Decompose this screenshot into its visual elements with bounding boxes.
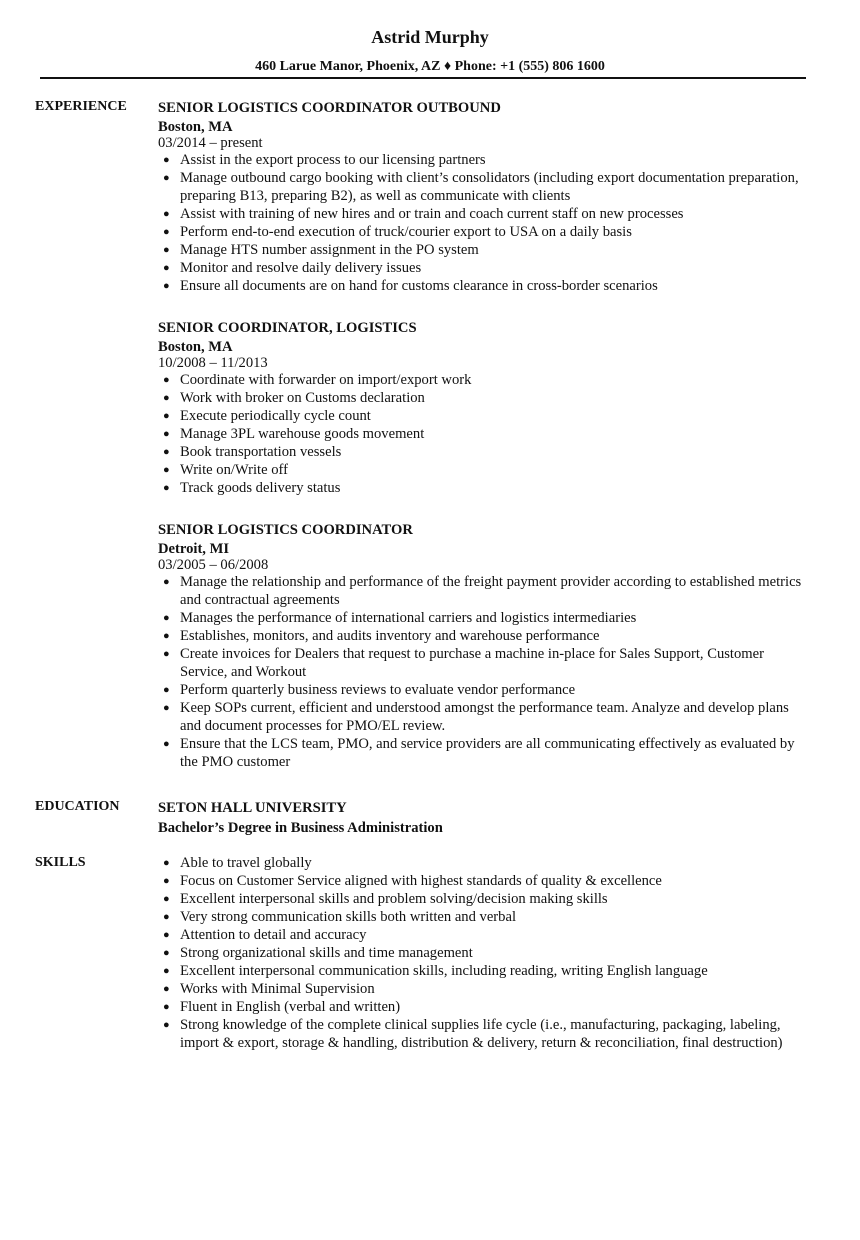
bullet-icon: ● <box>163 684 170 696</box>
bullet-icon: ● <box>163 280 170 292</box>
job-entry <box>158 319 808 497</box>
list-item <box>158 980 808 998</box>
list-item <box>158 277 808 295</box>
list-item <box>158 205 808 223</box>
bullet-icon: ● <box>163 410 170 422</box>
job-entry <box>158 99 808 295</box>
bullet-text: Manage 3PL warehouse goods movement <box>180 426 425 442</box>
job-bullets <box>158 151 808 295</box>
job-title: SENIOR LOGISTICS COORDINATOR <box>158 522 413 538</box>
list-item <box>158 609 808 627</box>
skill-text: Attention to detail and accuracy <box>180 927 367 943</box>
list-item <box>158 443 808 461</box>
education-heading: EDUCATION <box>35 799 120 814</box>
list-item <box>158 461 808 479</box>
bullet-text: Write on/Write off <box>180 462 288 478</box>
list-item <box>158 735 808 771</box>
skill-text: Excellent interpersonal communication skills, including reading, writing English language <box>180 963 708 979</box>
list-item <box>158 872 808 890</box>
list-item <box>158 223 808 241</box>
bullet-icon: ● <box>163 983 170 995</box>
bullet-text: Ensure that the LCS team, PMO, and service providers are all communicating effectively as evaluated by the PMO customer <box>180 736 795 770</box>
bullet-text: Track goods delivery status <box>180 480 341 496</box>
header-divider <box>40 77 806 79</box>
skill-text: Focus on Customer Service aligned with highest standards of quality & excellence <box>180 873 662 889</box>
school-name: SETON HALL UNIVERSITY <box>158 800 347 816</box>
bullet-icon: ● <box>163 947 170 959</box>
bullet-text: Keep SOPs current, efficient and understood amongst the performance team. Analyze and develop plans and document processes for PMO/EL review. <box>180 700 789 734</box>
job-dates: 03/2014 – present <box>158 135 263 151</box>
job-dates: 10/2008 – 11/2013 <box>158 355 268 371</box>
skill-text: Fluent in English (verbal and written) <box>180 999 401 1015</box>
list-item <box>158 479 808 497</box>
job-location: Detroit, MI <box>158 541 230 557</box>
bullet-text: Perform quarterly business reviews to evaluate vendor performance <box>180 682 576 698</box>
bullet-icon: ● <box>163 374 170 386</box>
bullet-icon: ● <box>163 875 170 887</box>
list-item <box>158 890 808 908</box>
contact-line: 460 Larue Manor, Phoenix, AZ ♦ Phone: +1 (555) 806 1600 <box>255 59 605 74</box>
bullet-icon: ● <box>163 965 170 977</box>
list-item <box>158 699 808 735</box>
bullet-icon: ● <box>163 464 170 476</box>
bullet-text: Ensure all documents are on hand for customs clearance in cross-border scenarios <box>180 278 658 294</box>
candidate-name: Astrid Murphy <box>371 27 489 47</box>
list-item <box>158 389 808 407</box>
job-entry <box>158 521 808 771</box>
list-item <box>158 425 808 443</box>
list-item <box>158 371 808 389</box>
bullet-icon: ● <box>163 612 170 624</box>
list-item <box>158 151 808 169</box>
bullet-icon: ● <box>163 482 170 494</box>
list-item <box>158 908 808 926</box>
bullet-icon: ● <box>163 857 170 869</box>
bullet-icon: ● <box>163 1001 170 1013</box>
list-item <box>158 645 808 681</box>
bullet-icon: ● <box>163 702 170 714</box>
bullet-text: Manages the performance of international carriers and logistics intermediaries <box>180 610 637 626</box>
bullet-text: Monitor and resolve daily delivery issues <box>180 260 422 276</box>
education-entry <box>158 799 808 837</box>
skills-list <box>158 854 808 1052</box>
list-item <box>158 854 808 872</box>
job-dates: 03/2005 – 06/2008 <box>158 557 269 573</box>
bullet-icon: ● <box>163 929 170 941</box>
list-item <box>158 681 808 699</box>
list-item <box>158 259 808 277</box>
list-item <box>158 944 808 962</box>
skills-heading: SKILLS <box>35 855 86 870</box>
bullet-text: Perform end-to-end execution of truck/courier export to USA on a daily basis <box>180 224 632 240</box>
bullet-text: Establishes, monitors, and audits inventory and warehouse performance <box>180 628 600 644</box>
bullet-text: Assist with training of new hires and or train and coach current staff on new processes <box>180 206 684 222</box>
job-title: SENIOR LOGISTICS COORDINATOR OUTBOUND <box>158 100 501 116</box>
bullet-icon: ● <box>163 262 170 274</box>
job-bullets <box>158 371 808 497</box>
skill-text: Works with Minimal Supervision <box>180 981 375 997</box>
bullet-icon: ● <box>163 244 170 256</box>
bullet-text: Execute periodically cycle count <box>180 408 371 424</box>
skill-text: Excellent interpersonal skills and problem solving/decision making skills <box>180 891 608 907</box>
bullet-icon: ● <box>163 446 170 458</box>
skills-block <box>158 854 808 1052</box>
bullet-text: Manage outbound cargo booking with client’s consolidators (including export documentation preparation, preparing B13, preparing B2), as well as communicate with clients <box>180 170 799 204</box>
skill-text: Strong organizational skills and time management <box>180 945 473 961</box>
experience-heading: EXPERIENCE <box>35 99 127 114</box>
job-title: SENIOR COORDINATOR, LOGISTICS <box>158 320 417 336</box>
list-item <box>158 926 808 944</box>
bullet-text: Book transportation vessels <box>180 444 342 460</box>
bullet-icon: ● <box>163 154 170 166</box>
degree: Bachelor’s Degree in Business Administration <box>158 820 443 836</box>
bullet-text: Manage the relationship and performance of the freight payment provider according to established metrics and contractual agreements <box>180 574 802 608</box>
bullet-text: Work with broker on Customs declaration <box>180 390 425 406</box>
list-item <box>158 573 808 609</box>
skill-text: Very strong communication skills both written and verbal <box>180 909 516 925</box>
bullet-icon: ● <box>163 893 170 905</box>
job-location: Boston, MA <box>158 119 233 135</box>
bullet-icon: ● <box>163 392 170 404</box>
bullet-icon: ● <box>163 911 170 923</box>
job-location: Boston, MA <box>158 339 233 355</box>
bullet-icon: ● <box>163 428 170 440</box>
skill-text: Strong knowledge of the complete clinical supplies life cycle (i.e., manufacturing, packaging, labeling, import & export, storage & handling, distribution & delivery, return & reconciliation, final destruction) <box>180 1017 783 1051</box>
skill-text: Able to travel globally <box>180 855 312 871</box>
bullet-text: Assist in the export process to our licensing partners <box>180 152 486 168</box>
list-item <box>158 962 808 980</box>
bullet-icon: ● <box>163 1019 170 1031</box>
job-bullets <box>158 573 808 771</box>
list-item <box>158 169 808 205</box>
bullet-icon: ● <box>163 172 170 184</box>
list-item <box>158 241 808 259</box>
list-item <box>158 627 808 645</box>
list-item <box>158 1016 808 1052</box>
bullet-icon: ● <box>163 576 170 588</box>
bullet-icon: ● <box>163 738 170 750</box>
bullet-icon: ● <box>163 630 170 642</box>
bullet-icon: ● <box>163 648 170 660</box>
bullet-text: Coordinate with forwarder on import/export work <box>180 372 472 388</box>
bullet-text: Create invoices for Dealers that request to purchase a machine in-place for Sales Support, Customer Service, and Workout <box>180 646 764 680</box>
list-item <box>158 407 808 425</box>
bullet-icon: ● <box>163 208 170 220</box>
bullet-icon: ● <box>163 226 170 238</box>
bullet-text: Manage HTS number assignment in the PO system <box>180 242 479 258</box>
list-item <box>158 998 808 1016</box>
